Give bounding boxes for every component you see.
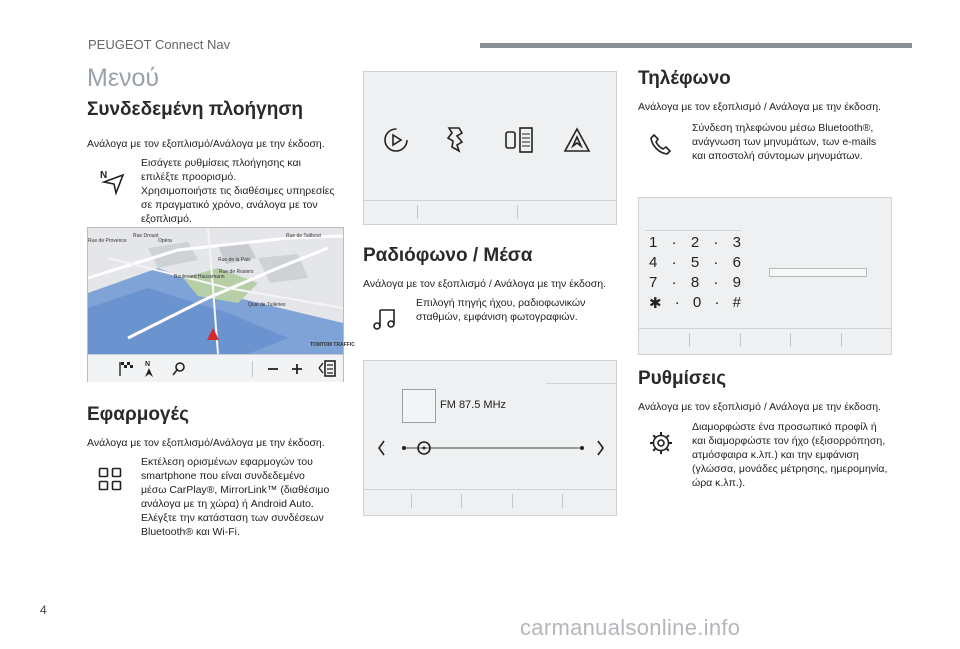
phone-description xyxy=(692,121,902,163)
home-screen-bar xyxy=(364,200,616,201)
zoom-out-icon[interactable] xyxy=(266,361,280,376)
keypad-display-line xyxy=(645,230,741,231)
key-9[interactable]: 9 xyxy=(732,274,741,291)
settings-desc-line: ατμόσφαιρα κ.λπ.) και την εμφάνιση xyxy=(692,449,859,461)
radio-top-line xyxy=(546,383,616,384)
settings-title: Ρυθμίσεις xyxy=(638,368,727,389)
svg-text:N: N xyxy=(145,361,151,368)
street-label: Quai de Tuileries xyxy=(248,302,286,308)
radio-desc-line: σταθμών, εμφάνιση φωτογραφιών. xyxy=(416,311,578,323)
nav-desc-line: Χρησιμοποιήστε τις διαθέσιμες υπηρεσίες xyxy=(141,185,335,197)
nav-desc-line: Εισάγετε ρυθμίσεις πλοήγησης και xyxy=(141,157,301,169)
bar-divider xyxy=(562,494,563,508)
station-frequency: FM 87.5 MHz xyxy=(440,399,507,411)
nav-title: Συνδεδεμένη πλοήγηση xyxy=(87,99,303,120)
apps-desc-line: ανάλογα με τη χώρα) ή Android Auto. xyxy=(141,498,314,510)
street-label: Rue de Taitbout xyxy=(286,233,321,239)
key-separator: · xyxy=(671,254,677,271)
tomtom-logo: TOMTOM TRAFFIC xyxy=(310,342,355,348)
bar-divider xyxy=(790,333,791,347)
apps-desc-line: μέσω CarPlay®, MirrorLink™ (διαθέσιμο xyxy=(141,484,330,496)
apps-description xyxy=(141,455,351,539)
bar-divider xyxy=(517,205,518,219)
apps-desc-line: Bluetooth® και Wi-Fi. xyxy=(141,526,240,538)
street-label: Rue de Rosiers xyxy=(219,269,254,275)
mirror-screen-icon[interactable] xyxy=(504,126,534,154)
settings-desc-line: και διαμορφώστε τον ήχο (εξισορρόπηση, xyxy=(692,435,886,447)
nav-desc-line: εξοπλισμό. xyxy=(141,213,192,225)
toolbar-divider xyxy=(252,361,253,377)
street-label: Rue de la Paix xyxy=(218,257,251,263)
key-separator: · xyxy=(674,294,680,311)
street-label: Opéra xyxy=(158,238,172,244)
previous-icon xyxy=(379,441,384,455)
frequency-slider[interactable] xyxy=(376,437,606,459)
radio-description xyxy=(416,296,616,324)
radio-screen xyxy=(363,360,617,516)
settings-desc-line: Διαμορφώστε ένα προσωπικό προφίλ ή xyxy=(692,421,877,433)
apps-desc-line: Εκτέλεση ορισμένων εφαρμογών του xyxy=(141,456,313,468)
apps-title: Εφαρμογές xyxy=(87,404,189,425)
menu-title: Μενού xyxy=(87,64,160,92)
key-separator: · xyxy=(714,294,720,311)
phone-screen xyxy=(638,197,892,355)
running-header: PEUGEOT Connect Nav xyxy=(88,37,231,52)
menu-list-icon[interactable] xyxy=(316,359,336,378)
key-6[interactable]: 6 xyxy=(732,254,741,271)
bar-divider xyxy=(512,494,513,508)
nav-desc-line: σε πραγματικό χρόνο, ανάλογα με τον xyxy=(141,199,318,211)
key-1[interactable]: 1 xyxy=(649,234,658,251)
bar-divider xyxy=(417,205,418,219)
street-label: Rue Drouot xyxy=(133,233,159,239)
navigation-triangle-icon[interactable] xyxy=(562,126,592,154)
key-separator: · xyxy=(713,274,719,291)
key-5[interactable]: 5 xyxy=(690,254,700,271)
key-hash[interactable]: # xyxy=(732,294,741,311)
key-2[interactable]: 2 xyxy=(690,234,700,251)
number-field[interactable] xyxy=(769,268,867,277)
key-4[interactable]: 4 xyxy=(649,254,658,271)
apps-desc-line: smartphone που είναι συνδεδεμένο xyxy=(141,470,305,482)
key-7[interactable]: 7 xyxy=(649,274,658,291)
music-note-icon xyxy=(373,306,397,330)
map-toolbar xyxy=(88,354,343,382)
watermark: carmanualsonline.info xyxy=(520,615,741,640)
key-separator: · xyxy=(713,254,719,271)
phone-screen-bar xyxy=(639,328,891,329)
keypad-row xyxy=(649,254,741,274)
dial-keypad xyxy=(649,234,741,314)
nav-intro: Ανάλογα με τον εξοπλισμό/Ανάλογα με την έκδοση. xyxy=(87,138,325,150)
nav-desc-line: επιλέξτε προορισμό. xyxy=(141,171,237,183)
radio-screen-bar xyxy=(364,489,616,490)
bar-divider xyxy=(841,333,842,347)
peugeot-lion-icon[interactable] xyxy=(440,124,470,154)
zoom-in-icon[interactable] xyxy=(290,361,304,376)
header-rule xyxy=(480,43,912,48)
apps-grid-icon xyxy=(98,467,122,491)
page-number: 4 xyxy=(40,603,47,617)
keypad-row xyxy=(649,234,741,254)
radio-intro: Ανάλογα με τον εξοπλισμό / Ανάλογα με την έκδοση. xyxy=(363,278,606,290)
street-label: Boulevard Haussmann xyxy=(174,274,225,280)
station-artwork xyxy=(402,389,436,423)
key-0[interactable]: 0 xyxy=(692,294,702,311)
bar-divider xyxy=(411,494,412,508)
key-8[interactable]: 8 xyxy=(690,274,700,291)
flag-icon[interactable] xyxy=(118,360,134,377)
settings-desc-line: ώρα κ.λπ.). xyxy=(692,477,746,489)
key-separator: · xyxy=(671,274,677,291)
key-star[interactable]: ✱ xyxy=(649,295,662,312)
settings-intro: Ανάλογα με τον εξοπλισμό / Ανάλογα με την έκδοση. xyxy=(638,401,881,413)
key-3[interactable]: 3 xyxy=(732,234,741,251)
north-arrow-icon[interactable] xyxy=(142,359,156,378)
phone-desc-line: Σύνδεση τηλεφώνου μέσω Bluetooth®, xyxy=(692,122,874,134)
gear-icon xyxy=(648,430,674,456)
media-play-icon[interactable] xyxy=(382,126,410,154)
key-separator: · xyxy=(671,234,677,251)
street-label: Rue de Provence xyxy=(88,238,127,244)
bar-divider xyxy=(689,333,690,347)
radio-title: Ραδιόφωνο / Μέσα xyxy=(363,245,533,266)
bar-divider xyxy=(740,333,741,347)
map-view[interactable] xyxy=(88,228,355,354)
key-separator: · xyxy=(713,234,719,251)
svg-text:N: N xyxy=(100,170,108,181)
bar-divider xyxy=(461,494,462,508)
settings-description xyxy=(692,420,907,490)
radio-desc-line: Επιλογή πηγής ήχου, ραδιοφωνικών xyxy=(416,297,586,309)
phone-intro: Ανάλογα με τον εξοπλισμό / Ανάλογα με την έκδοση. xyxy=(638,101,881,113)
apps-desc-line: Ελέγξτε την κατάσταση των συνδέσεων xyxy=(141,512,324,524)
navigation-screen xyxy=(87,227,355,382)
nav-description xyxy=(141,156,351,226)
phone-desc-line: και αποστολή σύντομων μηνυμάτων. xyxy=(692,150,863,162)
phone-desc-line: ανάγνωση των μηνυμάτων, των e-mails xyxy=(692,136,877,148)
next-icon xyxy=(598,441,603,455)
apps-intro: Ανάλογα με τον εξοπλισμό/Ανάλογα με την έκδοση. xyxy=(87,437,325,449)
search-icon[interactable] xyxy=(172,361,186,376)
navigation-icon xyxy=(100,168,126,194)
phone-title: Τηλέφωνο xyxy=(638,68,731,89)
phone-handset-icon xyxy=(648,131,674,157)
settings-desc-line: (γλώσσα, μονάδες μέτρησης, ημερομηνία, xyxy=(692,463,888,475)
keypad-row xyxy=(649,294,741,314)
home-screen xyxy=(363,71,617,225)
keypad-row xyxy=(649,274,741,294)
